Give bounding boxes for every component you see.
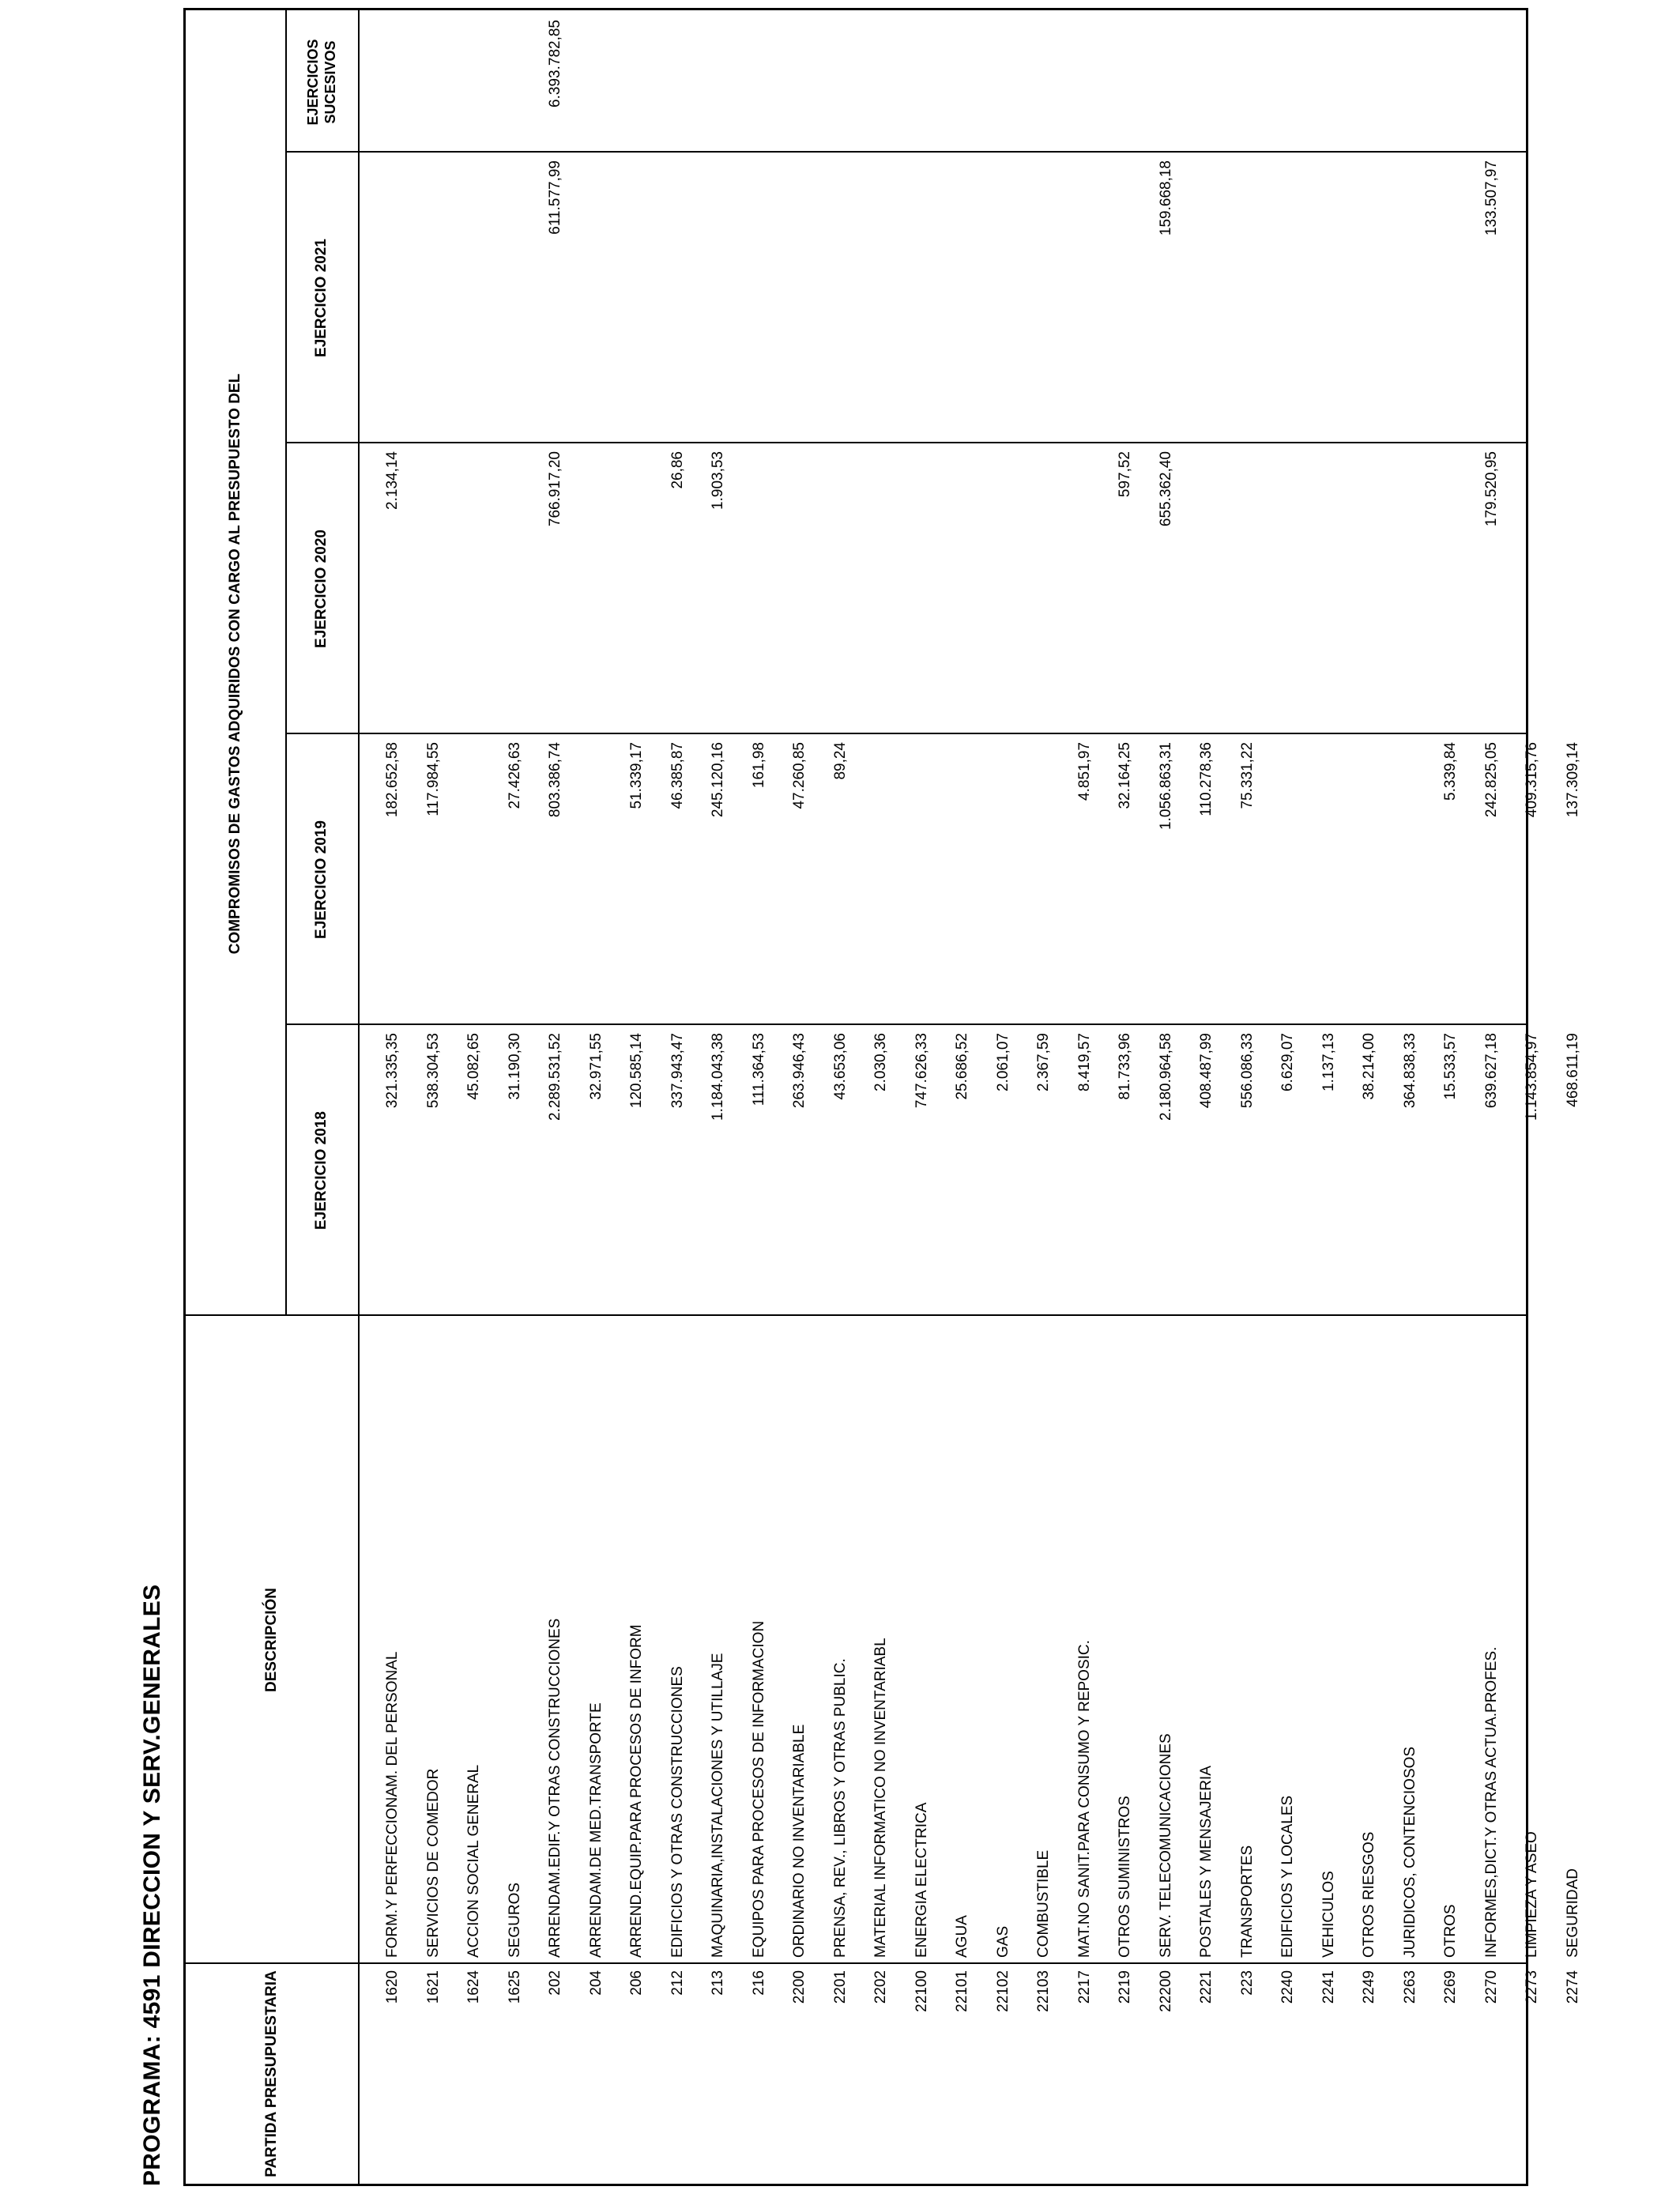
descripcion-cell: MAQUINARIA,INSTALACIONES Y UTILLAJE	[710, 1653, 726, 1958]
ejercicio-2021-cell: 133.507,97	[1482, 160, 1500, 236]
ejercicio-2019-cell: 161,98	[750, 742, 767, 789]
ejercicio-2020-cell	[487, 443, 527, 734]
ejercicio-2018-cell: 2.289.531,52	[547, 1033, 563, 1121]
ejercicio-2018-cell: 2.030,36	[872, 1033, 889, 1091]
header-descripcion: DESCRIPCIÓN	[263, 1588, 280, 1692]
ejercicio-2020-cell: 655.362,40	[1157, 451, 1174, 527]
ejercicios-sucesivos-cell	[1382, 12, 1422, 153]
descripcion-cell: SEGUROS	[506, 1882, 523, 1958]
ejercicio-2019-cell	[446, 734, 486, 1025]
partida-cell: 2241	[1320, 1970, 1337, 2004]
ejercicio-2020-cell	[1057, 443, 1097, 734]
descripcion-cell: SERVICIOS DE COMEDOR	[424, 1768, 442, 1958]
ejercicios-sucesivos-cell	[690, 12, 730, 153]
ejercicio-2020-cell	[894, 443, 934, 734]
ejercicios-sucesivos-cell	[1097, 12, 1137, 153]
partida-cell: 2273	[1524, 1970, 1540, 2004]
ejercicio-2018-cell: 32.971,55	[587, 1033, 605, 1100]
ejercicio-2020-cell	[1015, 443, 1056, 734]
partida-cell: 1625	[506, 1970, 523, 2004]
header-ejercicio-2021: EJERCICIO 2021	[313, 239, 330, 357]
descripcion-cell: TRANSPORTES	[1238, 1845, 1256, 1958]
ejercicio-2019-cell: 27.426,63	[506, 742, 523, 809]
ejercicio-2021-cell	[853, 153, 893, 443]
partida-cell: 2201	[831, 1970, 849, 2004]
partida-cell: 2217	[1075, 1970, 1093, 2004]
ejercicios-sucesivos-cell	[1301, 12, 1341, 153]
descripcion-cell: OTROS RIESGOS	[1361, 1831, 1377, 1958]
ejercicio-2019-cell: 75.331,22	[1238, 742, 1256, 809]
ejercicios-sucesivos-cell	[812, 12, 853, 153]
partida-cell: 206	[628, 1970, 645, 1996]
ejercicio-2019-cell	[1015, 734, 1056, 1025]
partida-cell: 22100	[913, 1970, 930, 2012]
ejercicio-2019-cell	[1260, 734, 1300, 1025]
page-title: PROGRAMA: 4591 DIRECCION Y SERV.GENERALES	[139, 1584, 165, 2186]
header-ejercicio-2018: EJERCICIO 2018	[313, 1111, 330, 1230]
descripcion-cell: ENERGIA ELECTRICA	[913, 1802, 930, 1958]
ejercicio-2020-cell	[934, 443, 974, 734]
ejercicio-2018-cell: 120.585,14	[628, 1033, 645, 1109]
ejercicio-2019-cell	[1341, 734, 1381, 1025]
ejercicios-sucesivos-cell: 6.393.782,85	[547, 20, 563, 107]
ejercicios-sucesivos-cell	[1057, 12, 1097, 153]
ejercicio-2021-cell	[1219, 153, 1260, 443]
ejercicio-2020-cell	[853, 443, 893, 734]
ejercicio-2020-cell	[1382, 443, 1422, 734]
partida-cell: 202	[547, 1970, 563, 1996]
ejercicios-sucesivos-cell	[1178, 12, 1219, 153]
ejercicio-2019-cell: 110.278,36	[1198, 742, 1215, 816]
descripcion-cell: ARREND.EQUIP.PARA PROCESOS DE INFORM	[628, 1624, 645, 1958]
ejercicio-2020-cell	[1504, 443, 1544, 734]
ejercicio-2021-cell	[975, 153, 1015, 443]
ejercicio-2020-cell: 1.903,53	[710, 451, 726, 510]
ejercicio-2018-cell: 2.180.964,58	[1157, 1033, 1174, 1121]
ejercicio-2021-cell	[1504, 153, 1544, 443]
ejercicio-2021-cell	[568, 153, 608, 443]
descripcion-cell: INFORMES,DICT.Y OTRAS ACTUA.PROFES.	[1482, 1646, 1500, 1958]
ejercicio-2020-cell: 597,52	[1117, 451, 1133, 498]
ejercicio-2019-cell	[1301, 734, 1341, 1025]
ejercicios-sucesivos-cell	[853, 12, 893, 153]
ejercicios-sucesivos-cell	[405, 12, 446, 153]
ejercicio-2020-cell	[1260, 443, 1300, 734]
ejercicio-2019-cell: 51.339,17	[628, 742, 645, 809]
descripcion-cell: AGUA	[954, 1915, 970, 1958]
descripcion-cell: ACCION SOCIAL GENERAL	[465, 1764, 482, 1958]
descripcion-cell: EDIFICIOS Y LOCALES	[1279, 1795, 1296, 1958]
ejercicios-sucesivos-cell	[1422, 12, 1463, 153]
ejercicio-2019-cell: 803.386,74	[547, 742, 563, 818]
ejercicio-2021-cell	[1178, 153, 1219, 443]
ejercicio-2019-cell: 47.260,85	[791, 742, 808, 809]
partida-cell: 2219	[1117, 1970, 1133, 2004]
ejercicio-2019-cell: 1.056.863,31	[1157, 742, 1174, 830]
ejercicios-sucesivos-cell	[975, 12, 1015, 153]
header-ejercicio-2020: EJERCICIO 2020	[313, 530, 330, 648]
ejercicio-2021-cell	[446, 153, 486, 443]
ejercicio-2020-cell	[608, 443, 649, 734]
ejercicio-2019-cell	[894, 734, 934, 1025]
ejercicio-2021-cell	[1301, 153, 1341, 443]
ejercicios-sucesivos-cell	[568, 12, 608, 153]
ejercicio-2020-cell	[1178, 443, 1219, 734]
ejercicio-2021-cell	[1057, 153, 1097, 443]
ejercicio-2021-cell: 159.668,18	[1157, 160, 1174, 236]
ejercicio-2018-cell: 468.611,19	[1564, 1033, 1581, 1107]
partida-cell: 223	[1238, 1970, 1256, 1996]
ejercicios-sucesivos-cell	[771, 12, 812, 153]
descripcion-cell: EDIFICIOS Y OTRAS CONSTRUCCIONES	[669, 1666, 686, 1958]
ejercicio-2019-cell: 242.825,05	[1482, 742, 1500, 818]
ejercicio-2021-cell	[1422, 153, 1463, 443]
ejercicio-2018-cell: 81.733,96	[1117, 1033, 1133, 1100]
partida-cell: 22103	[1035, 1970, 1052, 2012]
ejercicio-2018-cell: 263.946,43	[791, 1033, 808, 1109]
ejercicio-2021-cell	[934, 153, 974, 443]
ejercicio-2019-cell	[853, 734, 893, 1025]
ejercicios-sucesivos-cell	[1463, 12, 1504, 153]
ejercicio-2020-cell	[812, 443, 853, 734]
ejercicio-2020-cell	[1341, 443, 1381, 734]
descripcion-cell: PRENSA, REV., LIBROS Y OTRAS PUBLIC.	[831, 1658, 849, 1958]
ejercicios-sucesivos-cell	[1341, 12, 1381, 153]
descripcion-cell: POSTALES Y MENSAJERIA	[1198, 1766, 1215, 1958]
ejercicio-2018-cell: 45.082,65	[465, 1033, 482, 1100]
partida-cell: 2263	[1401, 1970, 1418, 2004]
ejercicio-2021-cell	[1260, 153, 1300, 443]
ejercicios-sucesivos-cell	[650, 12, 690, 153]
ejercicio-2020-cell	[568, 443, 608, 734]
partida-cell: 2200	[791, 1970, 808, 2004]
ejercicio-2019-cell: 4.851,97	[1075, 742, 1093, 801]
descripcion-cell: JURIDICOS, CONTENCIOSOS	[1401, 1746, 1418, 1958]
ejercicio-2018-cell: 1.184.043,38	[710, 1033, 726, 1121]
partida-cell: 1621	[424, 1970, 442, 2004]
ejercicio-2018-cell: 337.943,47	[669, 1033, 686, 1109]
header-bottom-divider	[358, 10, 360, 2184]
ejercicio-2020-cell	[975, 443, 1015, 734]
descripcion-cell: OTROS	[1442, 1904, 1459, 1958]
ejercicios-sucesivos-cell	[446, 12, 486, 153]
descripcion-cell: ARRENDAM.EDIF.Y OTRAS CONSTRUCCIONES	[547, 1618, 563, 1958]
ejercicios-sucesivos-cell	[1504, 12, 1544, 153]
ejercicios-sucesivos-cell	[731, 12, 771, 153]
ejercicio-2020-cell: 26,86	[669, 451, 686, 489]
ejercicio-2019-cell	[568, 734, 608, 1025]
descripcion-cell: VEHICULOS	[1320, 1871, 1337, 1958]
ejercicio-2019-cell	[1382, 734, 1422, 1025]
descripcion-cell: EQUIPOS PARA PROCESOS DE INFORMACION	[750, 1620, 767, 1958]
partida-cell: 22101	[954, 1970, 970, 2012]
ejercicios-sucesivos-cell	[1015, 12, 1056, 153]
ejercicio-2018-cell: 639.627,18	[1482, 1033, 1500, 1109]
ejercicio-2021-cell	[1341, 153, 1381, 443]
header-ejercicios-sucesivos: EJERCICIOS SUCESIVOS	[305, 39, 338, 126]
descripcion-cell: SEGURIDAD	[1564, 1868, 1581, 1958]
ejercicio-2018-cell: 6.629,07	[1279, 1033, 1296, 1091]
partida-cell: 2270	[1482, 1970, 1500, 2004]
ejercicio-2020-cell	[405, 443, 446, 734]
ejercicio-2019-cell	[975, 734, 1015, 1025]
ejercicio-2019-cell: 32.164,25	[1117, 742, 1133, 809]
ejercicio-2020-cell	[1422, 443, 1463, 734]
ejercicio-2021-cell	[1545, 153, 1585, 443]
header-compromisos: COMPROMISOS DE GASTOS ADQUIRIDOS CON CARGO AL PRESUPUESTO DEL	[227, 373, 243, 955]
ejercicio-2021-cell	[364, 153, 405, 443]
ejercicio-2021-cell	[405, 153, 446, 443]
partida-cell: 213	[710, 1970, 726, 1996]
ejercicios-sucesivos-cell	[1219, 12, 1260, 153]
descripcion-cell: MAT.NO SANIT.PARA CONSUMO Y REPOSIC.	[1075, 1640, 1093, 1958]
ejercicio-2021-cell	[731, 153, 771, 443]
ejercicio-2018-cell: 1.137,13	[1320, 1033, 1337, 1091]
partida-cell: 216	[750, 1970, 767, 1996]
header-ejercicio-2019: EJERCICIO 2019	[313, 820, 330, 939]
descripcion-cell: GAS	[994, 1925, 1011, 1958]
descripcion-cell: MATERIAL INFORMATICO NO INVENTARIABL	[872, 1638, 889, 1958]
header-partida: PARTIDA PRESUPUESTARIA	[263, 1970, 280, 2177]
ejercicio-2019-cell: 137.309,14	[1564, 742, 1581, 818]
ejercicio-2018-cell: 321.335,35	[384, 1033, 401, 1109]
ejercicio-2019-cell: 46.385,87	[669, 742, 686, 809]
partida-cell: 22200	[1157, 1970, 1174, 2012]
ejercicio-2018-cell: 747.626,33	[913, 1033, 930, 1109]
ejercicio-2019-cell: 117.984,55	[424, 742, 442, 816]
ejercicio-2020-cell	[1301, 443, 1341, 734]
partida-cell: 1620	[384, 1970, 401, 2004]
ejercicio-2021-cell: 611.577,99	[547, 160, 563, 235]
ejercicio-2021-cell	[771, 153, 812, 443]
ejercicio-2019-cell: 245.120,16	[710, 742, 726, 818]
ejercicio-2018-cell: 31.190,30	[506, 1033, 523, 1100]
ejercicio-2018-cell: 15.533,57	[1442, 1033, 1459, 1100]
ejercicio-2020-cell	[1545, 443, 1585, 734]
ejercicio-2020-cell: 2.134,14	[384, 451, 401, 510]
ejercicio-2021-cell	[487, 153, 527, 443]
budget-table	[183, 8, 1581, 2186]
ejercicio-2021-cell	[812, 153, 853, 443]
ejercicio-2019-cell: 182.652,58	[384, 742, 401, 818]
descripcion-cell: SERV. TELECOMUNICACIONES	[1157, 1733, 1174, 1958]
ejercicio-2020-cell: 766.917,20	[547, 451, 563, 527]
ejercicio-2021-cell	[608, 153, 649, 443]
ejercicio-2018-cell: 8.419,57	[1075, 1033, 1093, 1091]
ejercicio-2021-cell	[1015, 153, 1056, 443]
ejercicio-2019-cell	[934, 734, 974, 1025]
descripcion-cell: COMBUSTIBLE	[1035, 1849, 1052, 1958]
ejercicios-sucesivos-cell	[1545, 12, 1585, 153]
ejercicio-2021-cell	[1382, 153, 1422, 443]
ejercicio-2020-cell: 179.520,95	[1482, 451, 1500, 527]
ejercicio-2020-cell	[731, 443, 771, 734]
descripcion-cell: OTROS SUMINISTROS	[1117, 1796, 1133, 1958]
partida-cell: 2221	[1198, 1970, 1215, 2004]
ejercicios-sucesivos-cell	[1260, 12, 1300, 153]
descripcion-cell: ARRENDAM.DE MED.TRANSPORTE	[587, 1702, 605, 1958]
ejercicio-2019-cell: 89,24	[831, 742, 849, 780]
ejercicio-2018-cell: 2.367,59	[1035, 1033, 1052, 1091]
partida-cell: 2202	[872, 1970, 889, 2004]
ejercicio-2021-cell	[650, 153, 690, 443]
partida-cell: 212	[669, 1970, 686, 1996]
ejercicio-2021-cell	[894, 153, 934, 443]
ejercicio-2020-cell	[1219, 443, 1260, 734]
partida-cell: 204	[587, 1970, 605, 1996]
descripcion-cell: FORM.Y PERFECCIONAM. DEL PERSONAL	[384, 1651, 401, 1958]
ejercicios-sucesivos-cell	[487, 12, 527, 153]
ejercicios-sucesivos-cell	[934, 12, 974, 153]
ejercicios-sucesivos-cell	[608, 12, 649, 153]
ejercicio-2021-cell	[1097, 153, 1137, 443]
descripcion-cell: ORDINARIO NO INVENTARIABLE	[791, 1724, 808, 1958]
ejercicios-sucesivos-cell	[364, 12, 405, 153]
ejercicios-sucesivos-cell	[1138, 12, 1178, 153]
partida-cell: 2274	[1564, 1970, 1581, 2004]
ejercicios-sucesivos-cell	[894, 12, 934, 153]
partida-cell: 2249	[1361, 1970, 1377, 2004]
ejercicio-2018-cell: 25.686,52	[954, 1033, 970, 1100]
ejercicio-2020-cell	[771, 443, 812, 734]
ejercicio-2018-cell: 364.838,33	[1401, 1033, 1418, 1109]
ejercicio-2018-cell: 408.487,99	[1198, 1033, 1215, 1109]
ejercicio-2019-cell: 409.315,76	[1524, 742, 1540, 818]
partida-cell: 1624	[465, 1970, 482, 2004]
partida-cell: 2269	[1442, 1970, 1459, 2004]
ejercicio-2020-cell	[446, 443, 486, 734]
ejercicio-2018-cell: 43.653,06	[831, 1033, 849, 1100]
ejercicio-2018-cell: 38.214,00	[1361, 1033, 1377, 1100]
ejercicio-2021-cell	[690, 153, 730, 443]
ejercicio-2018-cell: 538.304,53	[424, 1033, 442, 1109]
ejercicio-2018-cell: 556.086,33	[1238, 1033, 1256, 1109]
ejercicio-2018-cell: 111.364,53	[750, 1033, 767, 1106]
partida-cell: 22102	[994, 1970, 1011, 2012]
descripcion-cell: LIMPIEZA Y ASEO	[1524, 1831, 1540, 1958]
ejercicio-2019-cell: 5.339,84	[1442, 742, 1459, 801]
partida-cell: 2240	[1279, 1970, 1296, 2004]
ejercicio-2018-cell: 2.061,07	[994, 1033, 1011, 1091]
ejercicio-2018-cell: 1.143.854,97	[1524, 1033, 1540, 1121]
